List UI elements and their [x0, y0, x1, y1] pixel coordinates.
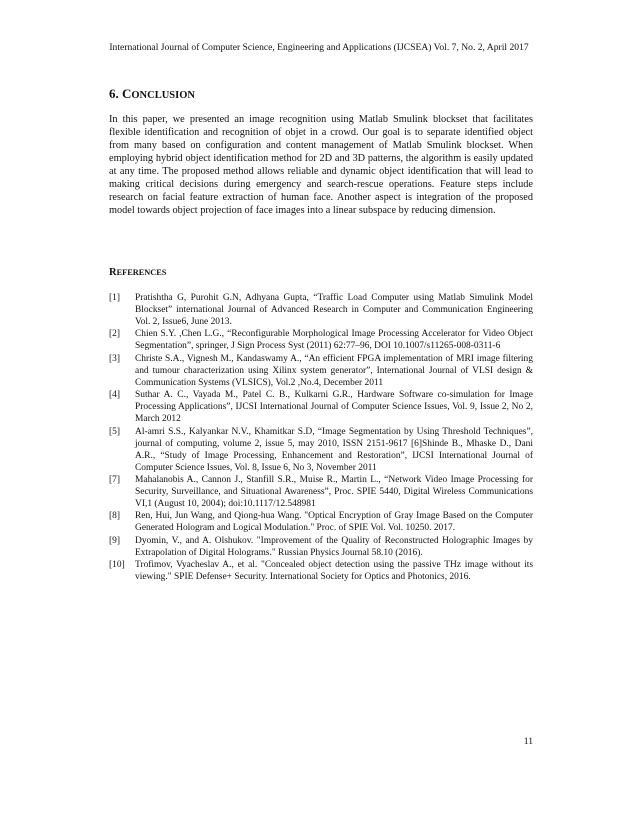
- reference-item: [109, 426, 533, 474]
- reference-number: [7]: [109, 474, 121, 485]
- heading-initial: R: [109, 267, 117, 278]
- reference-text: Mahalanobis A., Cannon J., Stanfill S.R., Muise R., Martin L., “Network Video Image Processing for Security, Surveillance, and Situational Awareness”, Proc. SPIE 5440, Digital Wireless Communications VI,1 (August 10, 2004); doi:10.1117/12.548981: [135, 474, 533, 509]
- reference-number: [8]: [109, 511, 121, 522]
- reference-number: [9]: [109, 535, 121, 546]
- reference-item: [109, 328, 533, 352]
- reference-item: [109, 474, 533, 510]
- section-number: 6.: [109, 86, 119, 101]
- reference-number: [1]: [109, 293, 121, 303]
- reference-item: [109, 559, 533, 583]
- reference-text: Al-amri S.S., Kalyankar N.V., Khamitkar S.D, “Image Segmentation by Using Threshold Techniques”, journal of computing, volume 2, issue 5, may 2010, ISSN 2151-9617 [6]Shinde B., Mhaske D., Dani A.R., “Study of Image Processing, Enhancement and Restoration”, IJCSI International Journal of Computer Science Issues, Vol. 8, Issue 6, No 3, November 2011: [135, 426, 533, 473]
- heading-rest: EFERENCES: [116, 268, 167, 277]
- running-header: International Journal of Computer Science, Engineering and Applications (IJCSEA) Vol. 7, No. 2, April 2017: [109, 42, 529, 53]
- reference-text: Pratishtha G, Purohit G.N, Adhyana Gupta, “Traffic Load Computer using Matlab Simulink Model Blockset” international Journal of Advanced Research in Computer and Communication Engineering Vol. 2, Issue6, June 2013.: [135, 293, 533, 327]
- reference-text: Trofimov, Vyacheslav A., et al. "Concealed object detection using the passive THz image without its viewing." SPIE Defense+ Security. International Society for Optics and Photonics, 2016.: [135, 560, 533, 583]
- conclusion-paragraph: In this paper, we presented an image recognition using Matlab Smulink blockset that facilitates flexible identification and recognition of objet in a crowd. Our goal is to separate identified object from many based on configuration and content management of Matlab Smulink blockset. When employing hybrid object identification method for 2D and 3D patterns, the algorithm is easily updated at any time. The proposed method allows reliable and dynamic object identification that will lead to making critical decisions during emergency and search-rescue operations. Feature steps include research on facial feature extraction of human face. Another aspect is integration of the proposed model towards object projection of face images into a linear subspace by reducing dimension.: [109, 114, 533, 216]
- page-number: 11: [523, 736, 533, 747]
- reference-text: Chien S.Y. ,Chen L.G., “Reconfigurable Morphological Image Processing Accelerator for Video Object Segmentation”, springer, J Sign Process Syst (2011) 62:77–96, DOI 10.1007/s11265-008-0311-6: [135, 329, 533, 352]
- reference-item: [109, 389, 533, 425]
- reference-list: [109, 292, 533, 584]
- reference-item: [109, 510, 533, 534]
- reference-number: [10]: [109, 560, 125, 571]
- reference-number: [2]: [109, 329, 121, 340]
- reference-number: [3]: [109, 353, 121, 364]
- heading-initial: C: [122, 86, 132, 101]
- reference-text: Dyomin, V., and A. Olshukov. "Improvement of the Quality of Reconstructed Holographic Images by Extrapolation of Digital Holograms." Russian Physics Journal 58.10 (2016).: [135, 535, 533, 558]
- reference-item: [109, 535, 533, 559]
- reference-item: [109, 353, 533, 389]
- reference-item: [109, 292, 533, 328]
- heading-rest: ONCLUSION: [131, 90, 195, 101]
- reference-text: Christe S.A., Vignesh M., Kandaswamy A., “An efficient FPGA implementation of MRI image filtering and tumour characterization using Xilinx system generator”, International Journal of VLSI design & Communication Systems (VLSICS), Vol.2 ,No.4, December 2011: [135, 353, 533, 388]
- conclusion-heading: [109, 86, 195, 104]
- reference-text: Suthar A. C., Vayada M., Patel C. B., Kulkarni G.R., Hardware Software co-simulation for Image Processing Applications”, IJCSI International Journal of Computer Science Issues, Vol. 9, Issue 2, No 2, March 2012: [135, 390, 533, 425]
- reference-number: [5]: [109, 426, 121, 437]
- reference-number: [4]: [109, 390, 121, 401]
- references-heading: [109, 266, 166, 279]
- reference-text: Ren, Hui, Jun Wang, and Qiong-hua Wang. "Optical Encryption of Gray Image Based on the Computer Generated Hologram and Logical Modulation." Proc. of SPIE Vol. Vol. 10250. 2017.: [135, 511, 533, 534]
